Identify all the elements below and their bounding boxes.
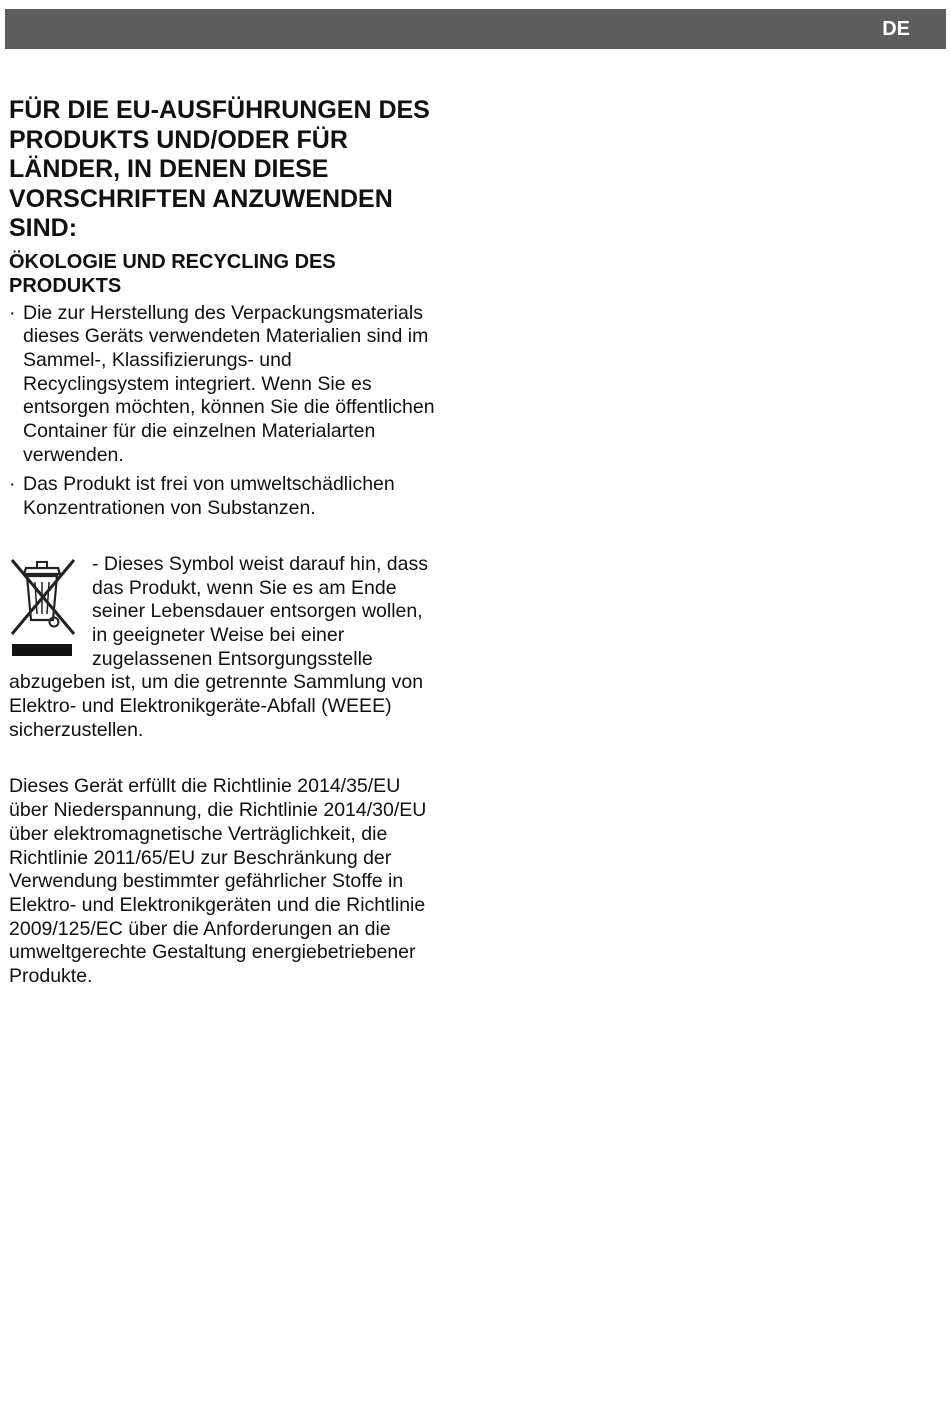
- section-heading: [9, 250, 464, 298]
- directive-line: über elektromagnetische Verträglichkeit, die: [9, 822, 388, 845]
- crossed-out-wheelie-bin-icon: [8, 554, 78, 664]
- weee-line: sicherzustellen.: [9, 718, 144, 741]
- weee-notice: [9, 553, 464, 743]
- list-item: [9, 302, 464, 468]
- bullet-line: Sammel-, Klassifizierungs- und: [23, 348, 292, 371]
- title-line: SIND:: [9, 214, 78, 242]
- bullet-marker: ·: [9, 473, 16, 496]
- bullet-line: Container für die einzelnen Materialarten: [23, 420, 376, 443]
- section-line: ÖKOLOGIE UND RECYCLING DES: [9, 250, 336, 273]
- page-title: [9, 96, 464, 244]
- bullet-line: Das Produkt ist frei von umweltschädlichen: [23, 473, 395, 496]
- title-line: FÜR DIE EU-AUSFÜHRUNGEN DES: [9, 96, 430, 124]
- title-line: LÄNDER, IN DENEN DIESE: [9, 155, 329, 183]
- directive-paragraph: [9, 775, 464, 988]
- bullet-list: [9, 302, 464, 521]
- directive-line: umweltgerechte Gestaltung energiebetriebener: [9, 941, 416, 964]
- weee-line: abzugeben ist, um die getrennte Sammlung von: [9, 671, 424, 694]
- weee-line: zugelassenen Entsorgungsstelle: [92, 647, 373, 670]
- weee-line: das Produkt, wenn Sie es am Ende: [92, 576, 397, 599]
- title-line: VORSCHRIFTEN ANZUWENDEN: [9, 184, 393, 213]
- directive-line: Verwendung bestimmter gefährlicher Stoffe in: [9, 870, 404, 893]
- title-line: PRODUKTS UND/ODER FÜR: [9, 125, 348, 154]
- bullet-marker: ·: [9, 301, 16, 324]
- directive-line: Richtlinie 2011/65/EU zur Beschränkung der: [9, 846, 392, 869]
- page-content: [9, 96, 464, 989]
- bullet-line: Die zur Herstellung des Verpackungsmaterials: [23, 301, 423, 324]
- directive-line: Dieses Gerät erfüllt die Richtlinie 2014/35/EU: [9, 775, 401, 798]
- weee-line: Elektro- und Elektronikgeräte-Abfall (WEEE): [9, 695, 392, 718]
- directive-line: über Niederspannung, die Richtlinie 2014/30/EU: [9, 799, 427, 822]
- weee-line: seiner Lebensdauer entsorgen wollen,: [92, 600, 423, 623]
- directive-line: 2009/125/EC über die Anforderungen an die: [9, 917, 391, 940]
- section-line: PRODUKTS: [9, 274, 122, 297]
- bullet-line: entsorgen möchten, können Sie die öffentlichen: [23, 396, 435, 419]
- language-label: DE: [882, 18, 910, 40]
- bullet-line: Recyclingsystem integriert. Wenn Sie es: [23, 372, 372, 395]
- bullet-line: dieses Geräts verwendeten Materialien sind im: [23, 325, 429, 348]
- directive-line: Elektro- und Elektronikgeräten und die Richtlinie: [9, 893, 426, 916]
- bullet-line: Konzentrationen von Substanzen.: [23, 497, 316, 520]
- list-item: [9, 473, 464, 520]
- weee-line: in geeigneter Weise bei einer: [92, 623, 345, 646]
- header-bar: [5, 9, 946, 49]
- bullet-line: verwenden.: [23, 443, 124, 466]
- weee-line: - Dieses Symbol weist darauf hin, dass: [92, 552, 428, 575]
- directive-line: Produkte.: [9, 965, 93, 988]
